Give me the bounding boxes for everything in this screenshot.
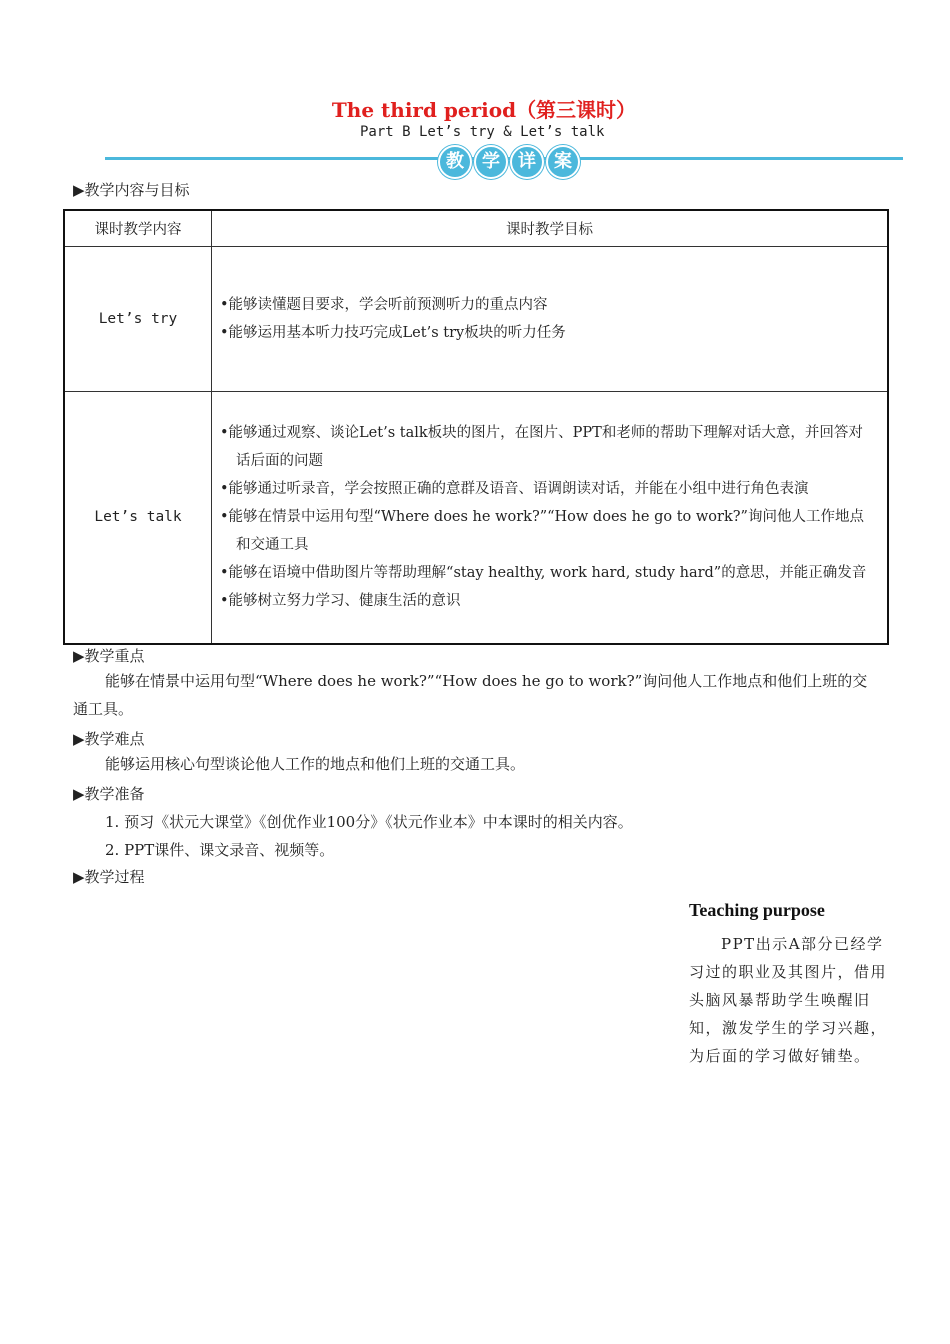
banner-char: 详 (510, 145, 544, 179)
lesson-plan-banner (438, 145, 580, 175)
table-header-row (64, 210, 888, 247)
row-content-cell: Let’s try (64, 247, 212, 392)
row-content-cell: Let’s talk (64, 392, 212, 644)
section-heading-difficulties: ▶教学难点 (73, 730, 145, 748)
goals-table (63, 209, 889, 645)
section-heading-key-points: ▶教学重点 (73, 647, 145, 665)
preparation-item: 2. PPT课件、课文录音、视频等。 (105, 841, 335, 859)
difficulties-text: 能够运用核心句型谈论他人工作的地点和他们上班的交通工具。 (105, 755, 526, 773)
row-goals-cell (212, 247, 889, 392)
banner-char: 教 (438, 145, 472, 179)
section-heading-preparation: ▶教学准备 (73, 785, 145, 803)
banner-char: 案 (546, 145, 580, 179)
goal-item: •能够通过听录音，学会按照正确的意群及语音、语调朗读对话，并能在小组中进行角色表演 (220, 481, 809, 498)
page-subtitle: Part B Let’s try & Let’s talk (360, 124, 605, 140)
table-header-cell: 课时教学目标 (212, 210, 889, 247)
row-goals-cell (212, 392, 889, 644)
teaching-purpose-title: Teaching purpose (689, 900, 825, 920)
section-heading-process: ▶教学过程 (73, 868, 145, 886)
banner-char: 学 (474, 145, 508, 179)
page-title: The third period（第三课时） (331, 98, 637, 122)
goal-item: •能够运用基本听力技巧完成Let’s try板块的听力任务 (220, 325, 566, 341)
preparation-item: 1. 预习《状元大课堂》《创优作业100分》《状元作业本》中本课时的相关内容。 (105, 813, 633, 831)
table-row (64, 392, 888, 644)
teaching-purpose-text: PPT出示A部分已经学习过的职业及其图片，借用头脑风暴帮助学生唤醒旧知，激发学生的学习兴趣，为后面的学习做好铺垫。 (689, 935, 888, 1065)
table-header-cell: 课时教学内容 (64, 210, 212, 247)
goal-item: •能够树立努力学习、健康生活的意识 (220, 593, 461, 610)
key-points-text: 能够在情景中运用句型“Where does he work?”“How does he go to work?”询问他人工作地点和他们上班的交通工具。 (73, 672, 868, 718)
goal-item: •能够在语境中借助图片等帮助理解“stay healthy, work hard, study hard”的意思，并能正确发音 (220, 565, 867, 582)
section-heading-content-goals: ▶教学内容与目标 (73, 181, 190, 199)
goal-item: •能够读懂题目要求，学会听前预测听力的重点内容 (220, 297, 548, 313)
goal-item: •能够通过观察、谈论Let’s talk板块的图片，在图片、PPT和老师的帮助下理解对话大意，并回答对话后面的问题 (220, 425, 863, 470)
table-row (64, 247, 888, 392)
goal-item: •能够在情景中运用句型“Where does he work?”“How does he go to work?”询问他人工作地点和交通工具 (220, 509, 864, 554)
